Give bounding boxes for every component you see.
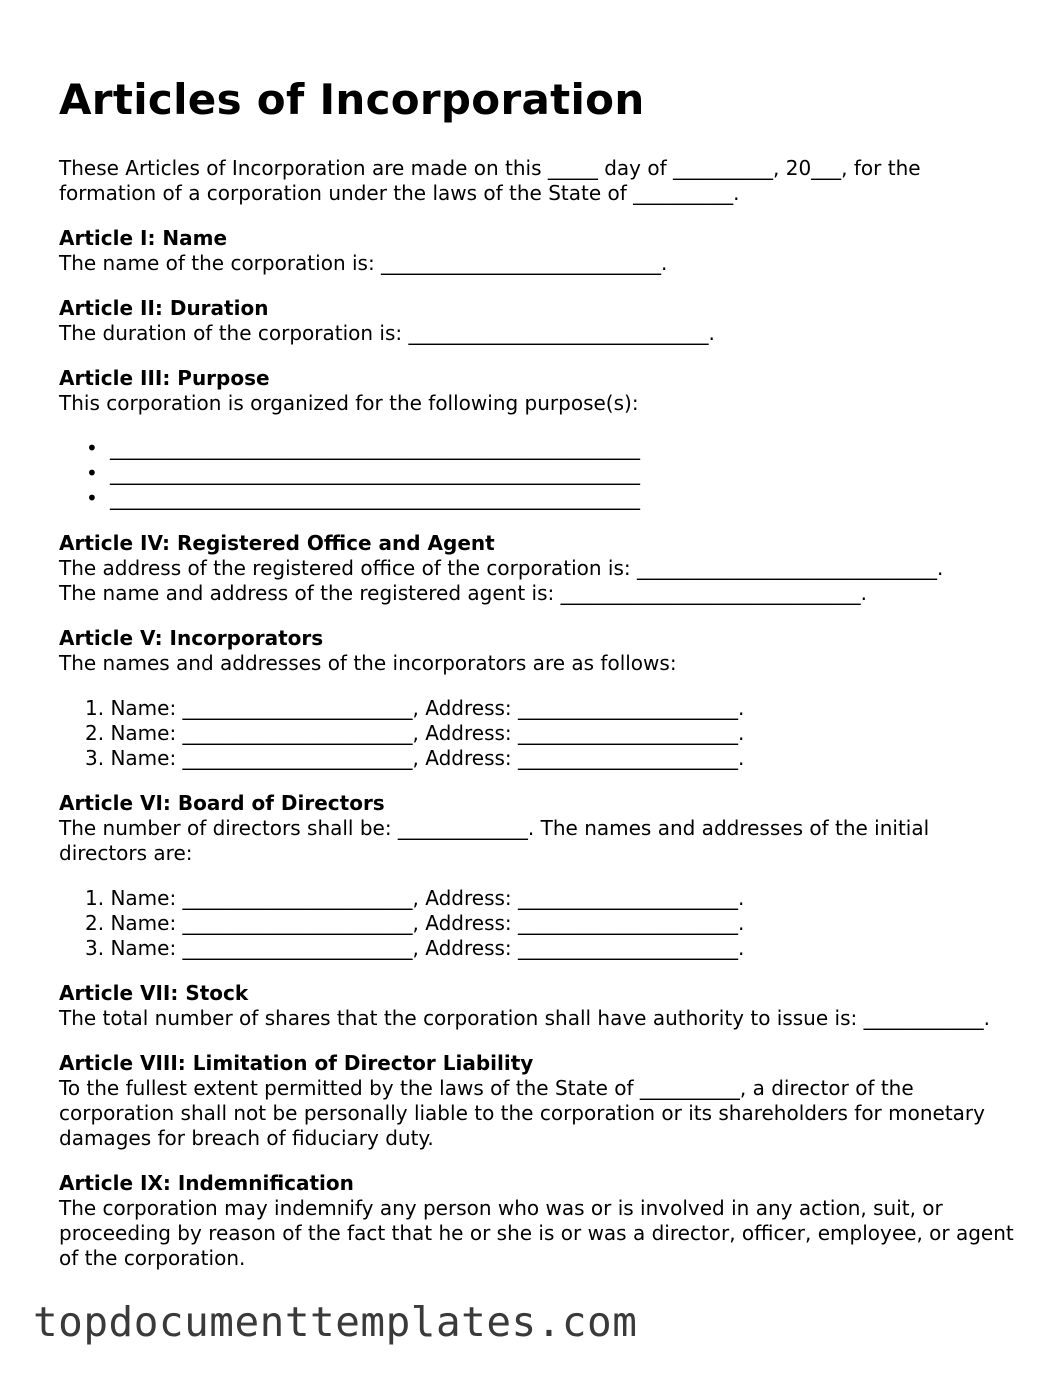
bullet-icon: • xyxy=(86,436,98,460)
section-title: Article IV: Registered Office and Agent xyxy=(59,531,495,555)
list-item: 1. Name: _______________________, Address: ______________________. xyxy=(85,886,745,910)
article-name xyxy=(59,226,1019,276)
section-title: Article VII: Stock xyxy=(59,981,249,1005)
article-board-of-directors xyxy=(59,791,1019,961)
list-item xyxy=(59,461,1019,486)
article-purpose xyxy=(59,366,1019,511)
article-director-liability xyxy=(59,1051,1019,1151)
list-item: 2. Name: _______________________, Address: ______________________. xyxy=(85,721,745,745)
section-text: The number of directors shall be: _____________. The names and addresses of the initial directors are: xyxy=(59,816,930,865)
section-text: This corporation is organized for the following purpose(s): xyxy=(59,391,639,415)
section-text: The address of the registered office of the corporation is: ______________________________. xyxy=(59,556,944,580)
list-item xyxy=(59,436,1019,461)
bullet-icon: • xyxy=(86,461,98,485)
section-title: Article VIII: Limitation of Director Liability xyxy=(59,1051,534,1075)
section-text: The corporation may indemnify any person who was or is involved in any action, suit, or proceeding by reason of the fact that he or she is or was a director, officer, employee, or agent of the corporation. xyxy=(59,1196,1014,1270)
purpose-list xyxy=(59,436,1019,511)
section-title: Article VI: Board of Directors xyxy=(59,791,385,815)
section-text: The names and addresses of the incorporators are as follows: xyxy=(59,651,677,675)
blank-line: _____________________________________________________ xyxy=(110,486,640,510)
blank-line: _____________________________________________________ xyxy=(110,461,640,485)
section-text: The total number of shares that the corporation shall have authority to issue is: ____________. xyxy=(59,1006,990,1030)
section-text: To the fullest extent permitted by the laws of the State of __________, a director of the corporation shall not be personally liable to the corporation or its shareholders for monetary damages for breach of fiduciary duty. xyxy=(59,1076,985,1150)
section-title: Article II: Duration xyxy=(59,296,269,320)
bullet-icon: • xyxy=(86,486,98,510)
list-item: 3. Name: _______________________, Address: ______________________. xyxy=(85,936,745,960)
list-item: 1. Name: _______________________, Address: ______________________. xyxy=(85,696,745,720)
section-title: Article III: Purpose xyxy=(59,366,270,390)
section-text: The duration of the corporation is: ______________________________. xyxy=(59,321,715,345)
section-title: Article I: Name xyxy=(59,226,228,250)
document xyxy=(59,72,1019,1271)
section-text: The name of the corporation is: ____________________________. xyxy=(59,251,668,275)
directors-list xyxy=(59,886,1019,961)
section-title: Article IX: Indemnification xyxy=(59,1171,354,1195)
document-title: Articles of Incorporation xyxy=(59,75,645,124)
blank-line: _____________________________________________________ xyxy=(110,436,640,460)
section-title: Article V: Incorporators xyxy=(59,626,324,650)
article-incorporators xyxy=(59,626,1019,771)
site-watermark: topdocumenttemplates.com xyxy=(33,1298,638,1346)
list-item xyxy=(59,486,1019,511)
list-item: 2. Name: _______________________, Address: ______________________. xyxy=(85,911,745,935)
article-indemnification xyxy=(59,1171,1019,1271)
article-registered-office xyxy=(59,531,1019,606)
incorporators-list xyxy=(59,696,1019,771)
article-duration xyxy=(59,296,1019,346)
intro-paragraph: These Articles of Incorporation are made on this _____ day of __________, 20___, for the formation of a corporation under the laws of the State of __________. xyxy=(59,156,921,205)
article-stock xyxy=(59,981,1019,1031)
list-item: 3. Name: _______________________, Address: ______________________. xyxy=(85,746,745,770)
section-text: The name and address of the registered agent is: ______________________________. xyxy=(59,581,867,605)
